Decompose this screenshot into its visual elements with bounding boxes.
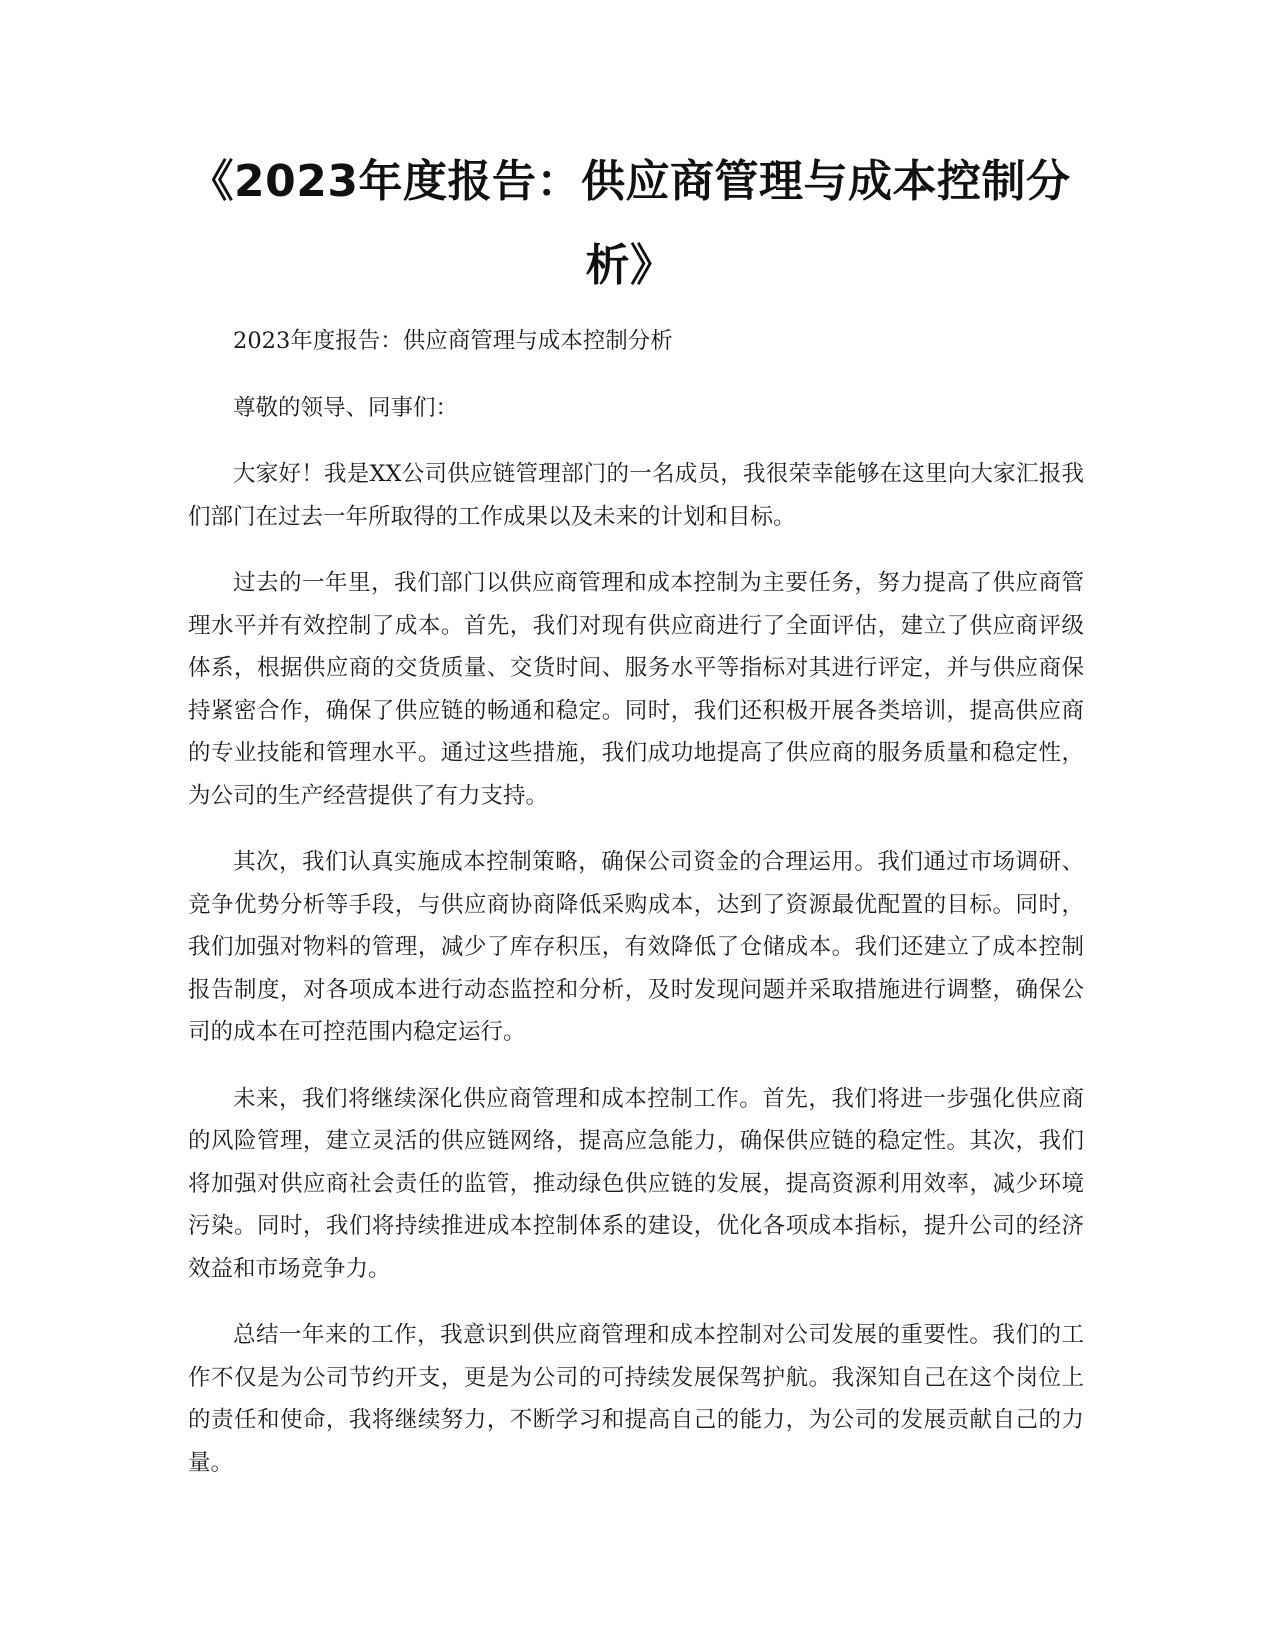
paragraph-greeting: 大家好！我是XX公司供应链管理部门的一名成员，我很荣幸能够在这里向大家汇报我们部门在过去一年所取得的工作成果以及未来的计划和目标。 (188, 461, 1084, 530)
document-title: 《2023年度报告：供应商管理与成本控制分析》 (189, 156, 1071, 291)
paragraph-supplier-management: 过去的一年里，我们部门以供应商管理和成本控制为主要任务，努力提高了供应商管理水平并有效控制了成本。首先，我们对现有供应商进行了全面评估，建立了供应商评级体系，根据供应商的交货质量、交货时间、服务水平等指标对其进行评定，并与供应商保持紧密合作，确保了供应链的畅通和稳定。同时，我们还积极开展各类培训，提高供应商的专业技能和管理水平。通过这些措施，我们成功地提高了供应商的服务质量和稳定性，为公司的生产经营提供了有力支持。 (188, 570, 1084, 809)
paragraph-salutation: 尊敬的领导、同事们： (233, 394, 459, 421)
document-body (188, 320, 1084, 1508)
paragraph-future-plans: 未来，我们将继续深化供应商管理和成本控制工作。首先，我们将进一步强化供应商的风险管理，建立灵活的供应链网络，提高应急能力，确保供应链的稳定性。其次，我们将加强对供应商社会责任的监管，推动绿色供应链的发展，提高资源利用效率，减少环境污染。同时，我们将持续推进成本控制体系的建设，优化各项成本指标，提升公司的经济效益和市场竞争力。 (188, 1085, 1084, 1282)
paragraph-cost-control: 其次，我们认真实施成本控制策略，确保公司资金的合理运用。我们通过市场调研、竞争优势分析等手段，与供应商协商降低采购成本，达到了资源最优配置的目标。同时，我们加强对物料的管理，减少了库存积压，有效降低了仓储成本。我们还建立了成本控制报告制度，对各项成本进行动态监控和分析，及时发现问题并采取措施进行调整，确保公司的成本在可控范围内稳定运行。 (188, 849, 1084, 1045)
paragraph-report-heading: 2023年度报告：供应商管理与成本控制分析 (233, 328, 673, 354)
paragraph-summary: 总结一年来的工作，我意识到供应商管理和成本控制对公司发展的重要性。我们的工作不仅是为公司节约开支，更是为公司的可持续发展保驾护航。我深知自己在这个岗位上的责任和使命，我将继续努力，不断学习和提高自己的能力，为公司的发展贡献自己的力量。 (188, 1322, 1084, 1476)
